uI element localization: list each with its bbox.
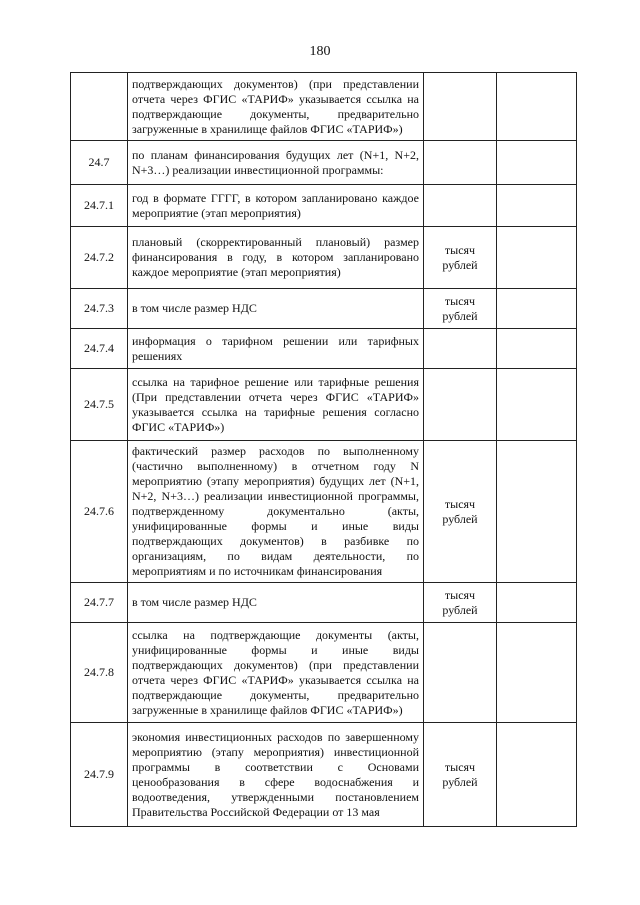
table-row — [71, 289, 577, 329]
row-unit — [424, 141, 497, 185]
row-unit — [424, 73, 497, 141]
row-unit — [424, 369, 497, 441]
row-number: 24.7.6 — [71, 441, 128, 583]
row-description: ссылка на подтверждающие документы (акты, унифицированные формы и иные виды подтверждающих документов) (при представлении отчета через ФГИС «ТАРИФ» указывается ссылка на подтверждающие документы, предварительно загруженные в хранилище файлов ФГИС «ТАРИФ») — [128, 623, 424, 723]
row-description: по планам финансирования будущих лет (N+1, N+2, N+3…) реализации инвестиционной программы: — [128, 141, 424, 185]
row-number: 24.7.2 — [71, 227, 128, 289]
table-row — [71, 329, 577, 369]
row-value-cell — [497, 723, 577, 827]
row-number: 24.7.7 — [71, 583, 128, 623]
table-row — [71, 583, 577, 623]
row-number: 24.7.4 — [71, 329, 128, 369]
row-description: экономия инвестиционных расходов по завершенному мероприятию (этапу мероприятия) инвестиционной программы в соответствии с Основами ценообразования в сфере водоснабжения и водоотведения, утвержденными постановлением Правительства Российской Федерации от 13 мая — [128, 723, 424, 827]
page-number: 180 — [309, 44, 331, 59]
table-row — [71, 441, 577, 583]
row-unit: тысяч рублей — [424, 227, 497, 289]
row-value-cell — [497, 141, 577, 185]
row-description: фактический размер расходов по выполненному (частично выполненному) в отчетном году N мероприятию (этапу мероприятия) будущих лет (N+1, N+2, N+3…) реализации инвестиционной программы, подтвержденному документально (акты, унифицированные формы и иные виды подтверждающих документов) в разбивке по организациям, по видам деятельности, по мероприятиям и по источникам финансирования — [128, 441, 424, 583]
row-value-cell — [497, 441, 577, 583]
row-description: информация о тарифном решении или тарифных решениях — [128, 329, 424, 369]
table-row — [71, 723, 577, 827]
row-number: 24.7.1 — [71, 185, 128, 227]
row-unit — [424, 329, 497, 369]
row-number: 24.7.5 — [71, 369, 128, 441]
table-row — [71, 623, 577, 723]
row-number: 24.7.8 — [71, 623, 128, 723]
row-value-cell — [497, 227, 577, 289]
row-description: в том числе размер НДС — [128, 289, 424, 329]
row-number: 24.7.3 — [71, 289, 128, 329]
row-description: подтверждающих документов) (при представлении отчета через ФГИС «ТАРИФ» указывается ссылка на подтверждающие документы, предварительно загруженные в хранилище файлов ФГИС «ТАРИФ») — [128, 73, 424, 141]
row-unit — [424, 185, 497, 227]
row-value-cell — [497, 329, 577, 369]
row-value-cell — [497, 623, 577, 723]
row-unit: тысяч рублей — [424, 723, 497, 827]
row-unit — [424, 623, 497, 723]
row-description: год в формате ГГГГ, в котором запланировано каждое мероприятие (этап мероприятия) — [128, 185, 424, 227]
table-row — [71, 73, 577, 141]
row-value-cell — [497, 369, 577, 441]
row-description: в том числе размер НДС — [128, 583, 424, 623]
table-row — [71, 369, 577, 441]
row-value-cell — [497, 583, 577, 623]
table-row — [71, 227, 577, 289]
row-number — [71, 73, 128, 141]
table-row — [71, 141, 577, 185]
row-unit: тысяч рублей — [424, 583, 497, 623]
row-value-cell — [497, 185, 577, 227]
table-row — [71, 185, 577, 227]
row-description: ссылка на тарифное решение или тарифные решения (При представлении отчета через ФГИС «ТАРИФ» указывается ссылка на тарифные решения согласно ФГИС «ТАРИФ») — [128, 369, 424, 441]
row-number: 24.7 — [71, 141, 128, 185]
indicator-table — [70, 72, 577, 827]
row-value-cell — [497, 73, 577, 141]
row-unit: тысяч рублей — [424, 441, 497, 583]
row-unit: тысяч рублей — [424, 289, 497, 329]
row-description: плановый (скорректированный плановый) размер финансирования в году, в котором запланировано каждое мероприятие (этап мероприятия) — [128, 227, 424, 289]
row-number: 24.7.9 — [71, 723, 128, 827]
row-value-cell — [497, 289, 577, 329]
